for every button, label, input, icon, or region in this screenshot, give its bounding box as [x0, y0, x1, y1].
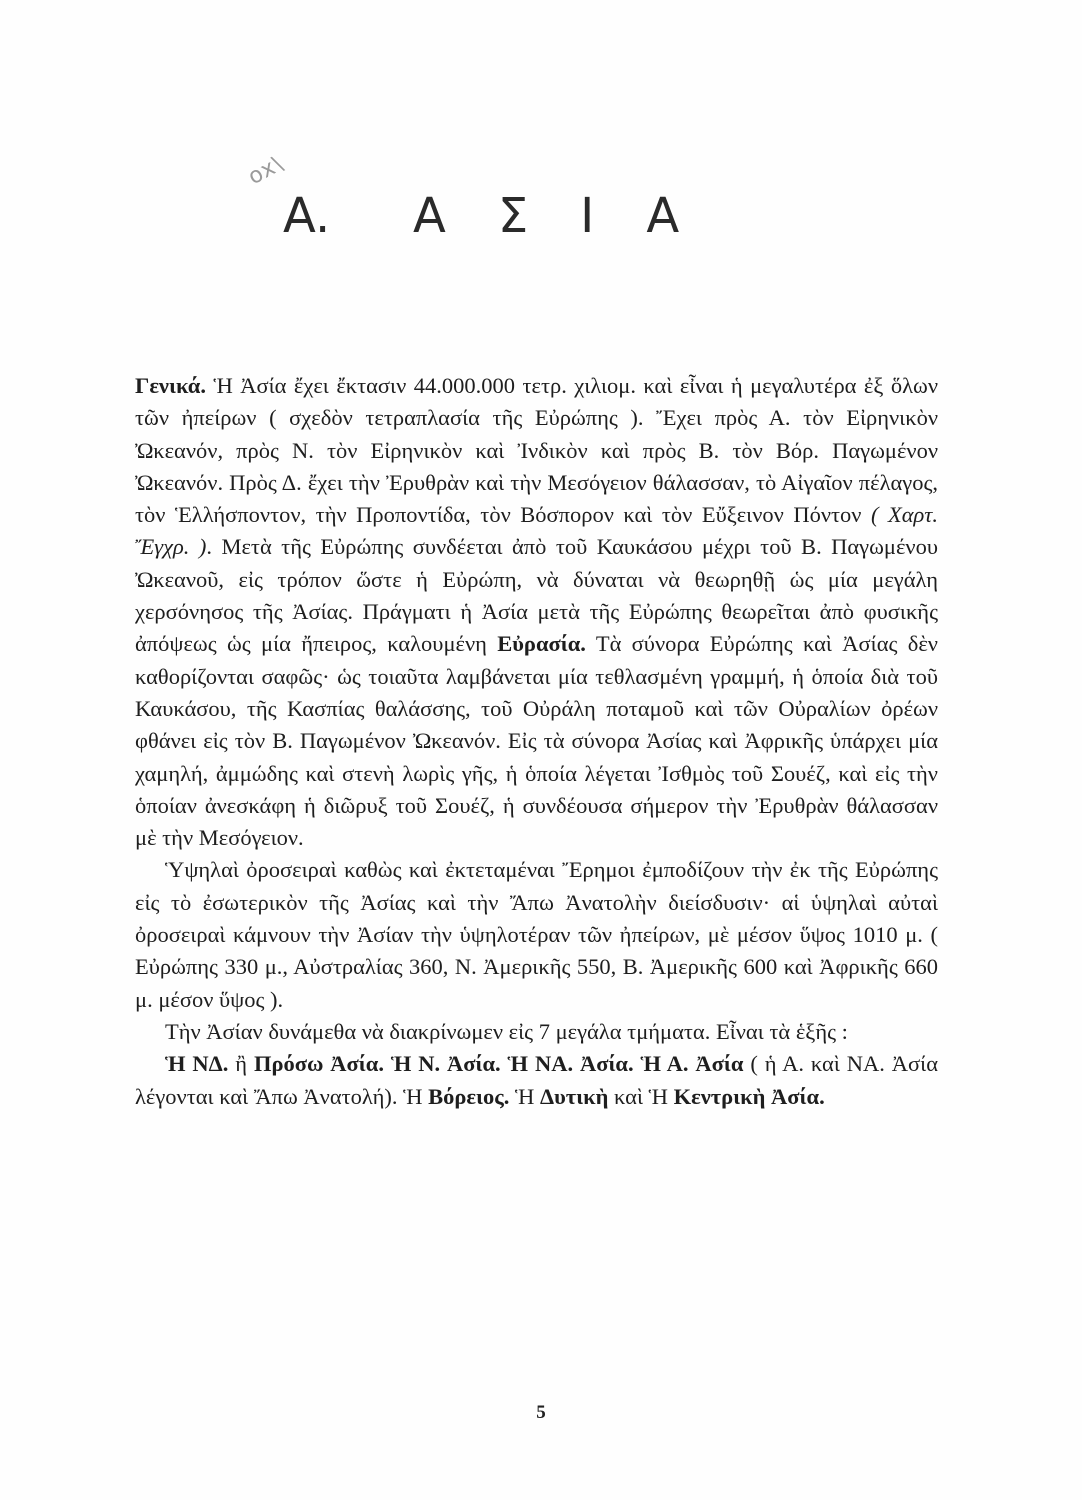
- paragraph-divisions-intro: Τὴν Ἀσίαν δυνάμεθα νὰ διακρίνωμεν εἰς 7 μεγάλα τμήματα. Εἶναι τὰ ἑξῆς :: [165, 1018, 848, 1044]
- division-south: Ἡ Ν. Ἀσία.: [383, 1051, 501, 1077]
- paragraph-general: [135, 370, 938, 854]
- division-north: Βόρειος.: [428, 1083, 510, 1109]
- division-near-east: Πρόσω Ἀσία.: [253, 1051, 384, 1077]
- divisions-note: ( ἡ Α. καὶ ΝΑ. Ἀσία λέγονται καὶ Ἄπω Ἀνατολή). Ἡ: [135, 1051, 938, 1109]
- paragraph-general-text-2: . Μετὰ τῆς Εὐρώπης συνδέεται ἀπὸ τοῦ Καυκάσου μέχρι τοῦ Β. Παγωμένου Ὠκεανοῦ, εἰς τρόπον ὥστε ἡ Εὐρώπη, νὰ δύναται νὰ θεωρηθῇ ὡς μία μεγάλη χερσόνησος τῆς Ἀσίας. Πράγματι ἡ Ἀσία μετὰ τῆς Εὐρώπης θεωρεῖται ἀπὸ φυσικῆς ἀπόψεως ὡς μία ἤπειρος, καλουμένη: [135, 534, 938, 657]
- term-eurasia: Εὐρασία.: [497, 631, 586, 657]
- division-west: Δυτικὴ: [539, 1083, 609, 1109]
- paragraph-divisions-list: [135, 1048, 938, 1113]
- map-reference: ( Χαρτ. Ἔγχρ. ): [135, 502, 938, 560]
- chapter-title: [283, 188, 803, 248]
- division-southeast: Ἡ ΝΑ. Ἀσία.: [500, 1051, 634, 1077]
- paragraph-general-text-3: Τὰ σύνορα Εὐρώπης καὶ Ἀσίας δὲν καθορίζονται σαφῶς· ὡς τοιαῦτα λαμβάνεται μία τεθλασμένη γραμμή, ἡ ὁποία διὰ τοῦ Καυκάσου, τῆς Κασπίας θαλάσσης, τοῦ Οὐράλη ποταμοῦ καὶ τῶν Οὐραλίων ὀρέων φθάνει εἰς τὸν Β. Παγωμένον Ὠκεανόν. Εἰς τὰ σύνορα Ἀσίας καὶ Ἀφρικῆς ὑπάρχει μία χαμηλή, ἀμμώδης καὶ στενὴ λωρὶς γῆς, ἡ ὁποία λέγεται Ἰσθμὸς τοῦ Σουέζ, καὶ εἰς τὴν ὁποίαν ἀνεσκάφη ἡ διῶρυξ τοῦ Σουέζ, ἡ συνδέουσα σήμερον τὴν Ἐρυθρὰν θάλασσαν μὲ τὴν Μεσόγειον.: [135, 631, 938, 851]
- chapter-number: A.: [283, 188, 331, 244]
- division-east: Ἡ Α. Ἀσία: [633, 1051, 744, 1077]
- division-central: Κεντρικὴ Ἀσία.: [673, 1083, 825, 1109]
- division-sw: Ἡ ΝΔ.: [165, 1051, 229, 1077]
- chapter-heading: ΑΣΙΑ: [413, 188, 732, 244]
- body-text: [135, 370, 938, 1113]
- page-number: 5: [536, 1402, 546, 1423]
- paragraph-mountains: Ὑψηλαὶ ὀροσειραὶ καθὼς καὶ ἐκτεταμέναι Ἔρημοι ἐμποδίζουν τὴν ἐκ τῆς Εὐρώπης εἰς τὸ ἐσωτερικὸν τῆς Ἀσίας καὶ τὴν Ἄπω Ἀνατολὴν διείσδυσιν· αἱ ὑψηλαὶ αὐταὶ ὀροσειραὶ κάμνουν τὴν Ἀσίαν τὴν ὑψηλοτέραν τῶν ἠπείρων, μὲ μέσον ὕψος 1010 μ. ( Εὐρώπης 330 μ., Αὐστραλίας 360, Ν. Ἀμερικῆς 550, Β. Ἀμερικῆς 600 καὶ Ἀφρικῆς 660 μ. μέσον ὕψος ).: [135, 857, 938, 1012]
- paragraph-general-text-1: Ἡ Ἀσία ἔχει ἔκτασιν 44.000.000 τετρ. χιλιομ. καὶ εἶναι ἡ μεγαλυτέρα ἐξ ὅλων τῶν ἠπείρων ( σχεδὸν τετραπλασία τῆς Εὐρώπης ). Ἔχει πρὸς Α. τὸν Εἰρηνικὸν Ὠκεανόν, πρὸς Ν. τὸν Εἰρηνικὸν καὶ Ἰνδικὸν καὶ πρὸς Β. τὸν Βόρ. Παγωμένον Ὠκεανόν. Πρὸς Δ. ἔχει τὴν Ἐρυθρὰν καὶ τὴν Μεσόγειον θάλασσαν, τὸ Αἰγαῖον πέλαγος, τὸν Ἑλλήσποντον, τὴν Προποντίδα, τὸν Βόσπορον καὶ τὸν Εὔξεινον Πόντον: [135, 373, 938, 528]
- divisions-connector-3: καὶ Ἡ: [608, 1083, 674, 1109]
- divisions-connector-2: Ἡ: [509, 1083, 540, 1109]
- divisions-connector: ἢ: [228, 1051, 254, 1077]
- handwritten-margin-note: ox\: [244, 150, 288, 191]
- section-lead-general: Γενικά.: [135, 373, 206, 398]
